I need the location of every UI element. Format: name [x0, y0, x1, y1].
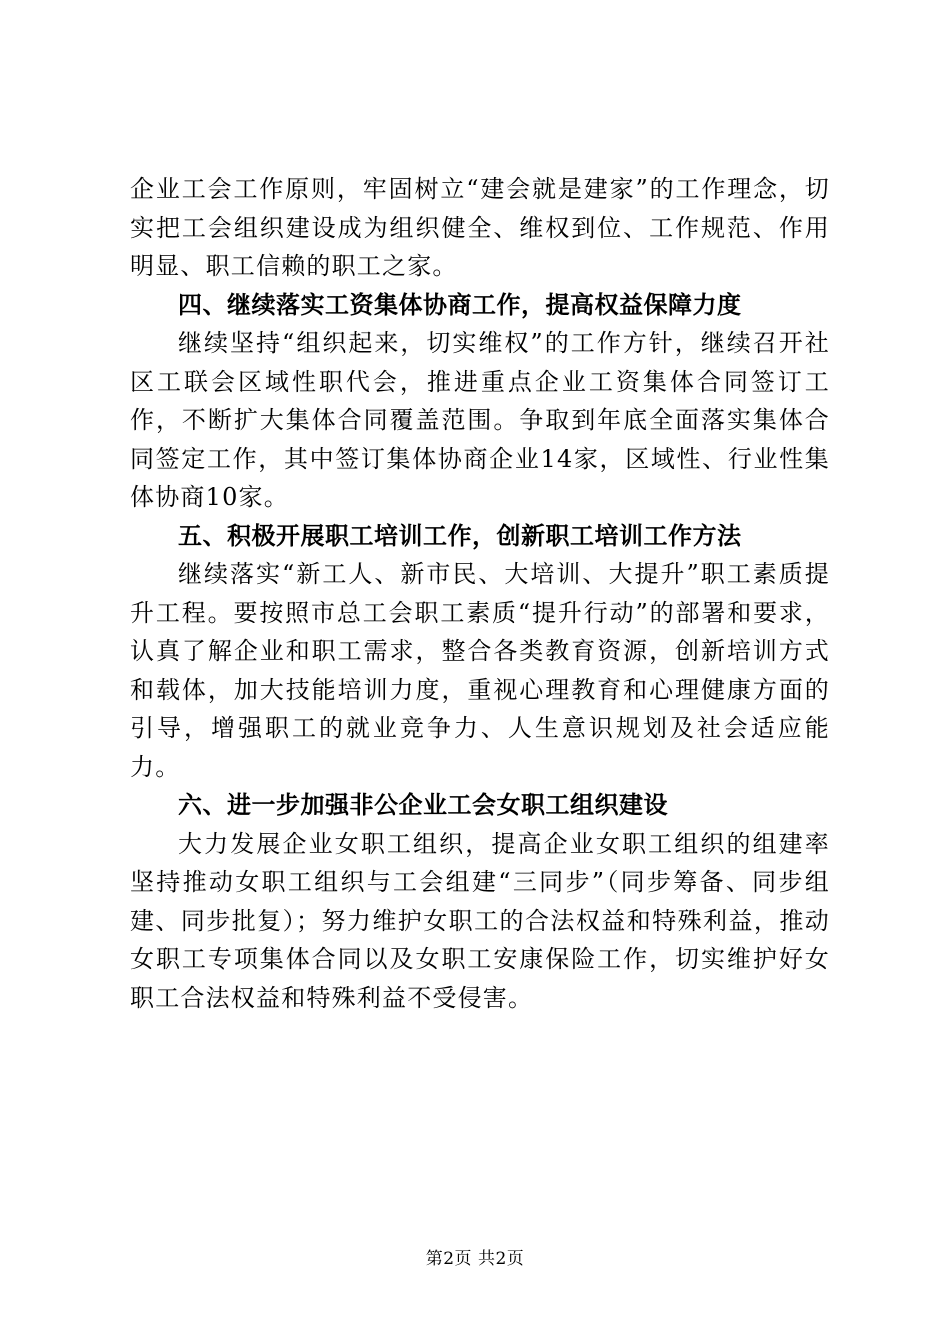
section-body-5: 继续落实“新工人、新市民、大培训、大提升”职工素质提升工程。要按照市总工会职工素质“提升行动”的部署和要求，认真了解企业和职工需求，整合各类教育资源，创新培训方式和载体，加大技能培训力度，重视心理教育和心理健康方面的引导，增强职工的就业竞争力、人生意识规划及社会适应能力。	[130, 560, 830, 781]
section-heading-4: 四、继续落实工资集体协商工作，提高权益保障力度	[178, 290, 742, 319]
intro-paragraph: 企业工会工作原则，牢固树立“建会就是建家”的工作理念，切实把工会组织建设成为组织健全、维权到位、工作规范、作用明显、职工信赖的职工之家。	[130, 175, 830, 280]
section-heading-6: 六、进一步加强非公企业工会女职工组织建设	[178, 791, 668, 819]
document-body	[130, 170, 830, 1017]
section-body-4: 继续坚持“组织起来，切实维权”的工作方针，继续召开社区工联会区域性职代会，推进重点企业工资集体合同签订工作，不断扩大集体合同覆盖范围。争取到年底全面落实集体合同签定工作，其中签订集体协商企业14家，区域性、行业性集体协商10家。	[130, 329, 830, 511]
page-footer	[0, 1244, 950, 1269]
section-heading-5: 五、积极开展职工培训工作，创新职工培训工作方法	[178, 521, 742, 550]
page-number: 第2页 共2页	[425, 1249, 525, 1269]
section-body-6: 大力发展企业女职工组织，提高企业女职工组织的组建率坚持推动女职工组织与工会组建“三同步”（同步筹备、同步组建、同步批复）；努力维护女职工的合法权益和特殊利益，推动女职工专项集体合同以及女职工安康保险工作，切实维护好女职工合法权益和特殊利益不受侵害。	[130, 829, 830, 1012]
